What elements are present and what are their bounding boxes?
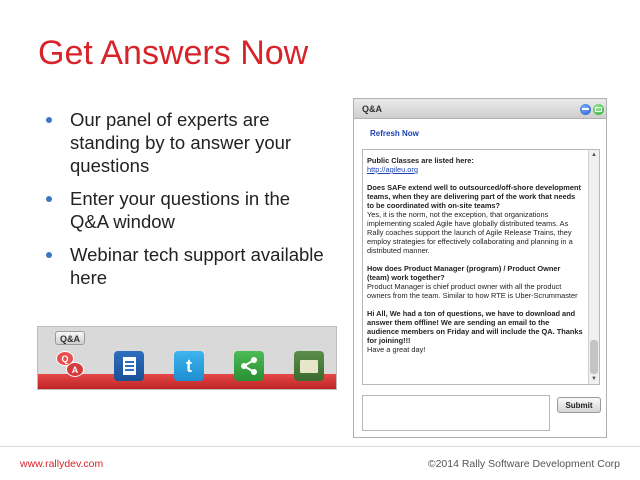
webinar-toolbar <box>37 326 337 390</box>
minimize-icon[interactable] <box>580 104 591 115</box>
scroll-down-icon[interactable]: ▼ <box>591 376 597 382</box>
bullet-dot <box>46 117 52 123</box>
qa-message <box>367 264 583 300</box>
qa-tab[interactable]: Q&A <box>55 331 85 345</box>
question-text: Public Classes are listed here: <box>367 156 474 165</box>
footer-website: www.rallydev.com <box>20 458 104 470</box>
bullet-list <box>46 108 326 299</box>
submit-button[interactable]: Submit <box>557 397 601 413</box>
question-text: Does SAFe extend well to outsourced/off-shore development teams, when they are delivering part of the work that needs to be coordinated with on-site teams? <box>367 183 581 210</box>
answer-text: Yes, it is the norm, not the exception, that organizations implementing scaled Agile have globally distributed teams. As Rally coaches support the launch of Agile Release Trains, they employ strategies for effectively collaborating and planning in a distributed manner. <box>367 210 573 255</box>
footer-divider <box>0 446 640 447</box>
qa-message <box>367 183 583 255</box>
qa-window <box>353 98 607 438</box>
qa-message <box>367 156 583 174</box>
maximize-icon[interactable] <box>593 104 604 115</box>
a-bubble: A <box>66 362 84 377</box>
twitter-icon[interactable] <box>174 351 204 381</box>
qa-window-header[interactable] <box>354 99 606 119</box>
refresh-now-link[interactable]: Refresh Now <box>370 129 419 138</box>
question-text: How does Product Manager (program) / Product Owner (team) work together? <box>367 264 561 282</box>
qa-message-log <box>362 149 600 385</box>
answer-text: Product Manager is chief product owner with all the product owners from the team. Similar to how RTE is Uber-Scrummaster <box>367 282 578 300</box>
qa-messages <box>367 156 583 363</box>
document-icon[interactable] <box>114 351 144 381</box>
q-bubble: Q <box>56 351 74 366</box>
bullet-text: Enter your questions in the Q&A window <box>70 188 291 232</box>
bullet-item <box>46 187 326 233</box>
qa-window-title: Q&A <box>362 104 382 114</box>
bullet-text: Webinar tech support available here <box>70 244 324 288</box>
share-icon[interactable] <box>234 351 264 381</box>
question-input[interactable] <box>362 395 550 431</box>
bullet-text: Our panel of experts are standing by to answer your questions <box>70 109 292 176</box>
qa-message <box>367 309 583 354</box>
bullet-dot <box>46 252 52 258</box>
scroll-up-icon[interactable]: ▲ <box>591 152 597 158</box>
footer-copyright: ©2014 Rally Software Development Corp <box>427 458 620 470</box>
folder-shape <box>300 360 318 373</box>
scroll-thumb[interactable] <box>590 340 598 374</box>
bullet-dot <box>46 196 52 202</box>
bullet-item <box>46 108 326 177</box>
qa-log-scrollbar[interactable] <box>588 150 599 384</box>
qa-bubbles-icon[interactable] <box>54 349 84 379</box>
answer-text: Have a great day! <box>367 345 426 354</box>
folder-download-icon[interactable] <box>294 351 324 381</box>
question-text: Hi All, We had a ton of questions, we have to download and answer them offline! We are sending an email to the audience members on Friday and will include the QA. Thanks for joining!!! <box>367 309 583 345</box>
bullet-item <box>46 243 326 289</box>
page-shape <box>123 357 136 375</box>
agileu-link[interactable]: http://agileu.org <box>367 165 418 174</box>
twitter-glyph: t <box>186 356 192 376</box>
slide-title: Get Answers Now <box>38 34 309 72</box>
